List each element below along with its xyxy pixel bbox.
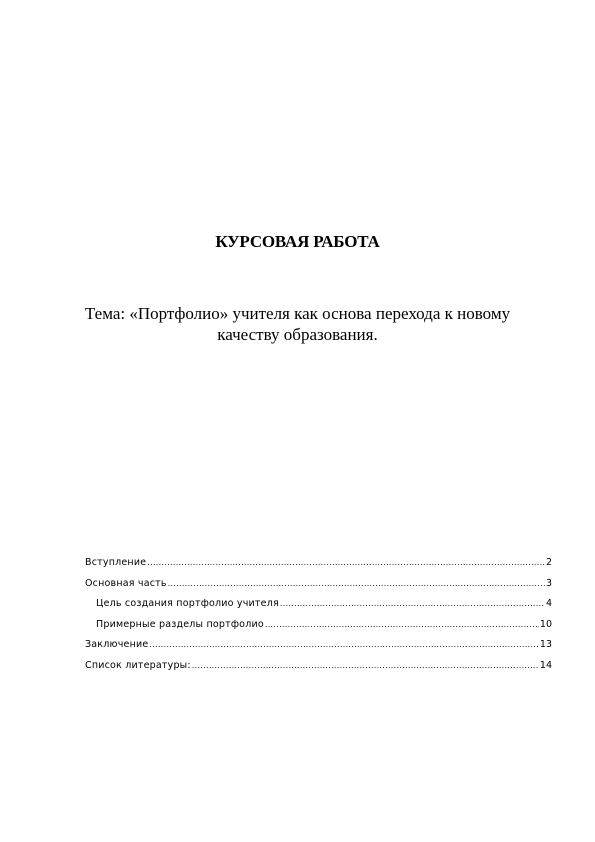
toc-entry-title: Основная часть <box>85 577 167 589</box>
toc-entry-portfolio-goal[interactable] <box>85 598 552 619</box>
toc-entry-title: Примерные разделы портфолио <box>96 618 264 630</box>
toc-dot-leader <box>192 661 539 670</box>
document-heading: КУРСОВАЯ РАБОТА <box>215 232 380 251</box>
toc-dot-leader <box>280 599 545 608</box>
toc-page-number: 10 <box>539 618 552 630</box>
toc-dot-leader <box>265 620 539 629</box>
toc-entry-portfolio-sections[interactable] <box>85 619 552 640</box>
table-of-contents <box>85 557 552 680</box>
toc-entry-title: Список литературы: <box>85 659 191 671</box>
toc-page-number: 13 <box>539 639 552 650</box>
toc-entry-title: Вступление <box>85 557 147 568</box>
toc-page-number: 2 <box>545 557 552 568</box>
toc-page-number: 4 <box>545 598 552 609</box>
toc-page-number: 3 <box>545 577 552 589</box>
toc-dot-leader <box>149 640 538 649</box>
toc-entry-title: Цель создания портфолио учителя <box>96 598 279 609</box>
toc-entry-conclusion[interactable] <box>85 639 552 660</box>
topic-line-1: Тема: «Портфолио» учителя как основа перехода к новому <box>84 304 511 323</box>
toc-entry-title: Заключение <box>85 639 149 650</box>
toc-entry-references[interactable] <box>85 660 552 681</box>
toc-page-number: 14 <box>539 659 552 671</box>
document-topic <box>60 303 535 345</box>
toc-dot-leader <box>147 558 545 567</box>
toc-entry-introduction[interactable] <box>85 557 552 578</box>
toc-dot-leader <box>168 579 545 588</box>
toc-entry-main-part[interactable] <box>85 578 552 599</box>
topic-line-2: качеству образования. <box>217 325 378 344</box>
